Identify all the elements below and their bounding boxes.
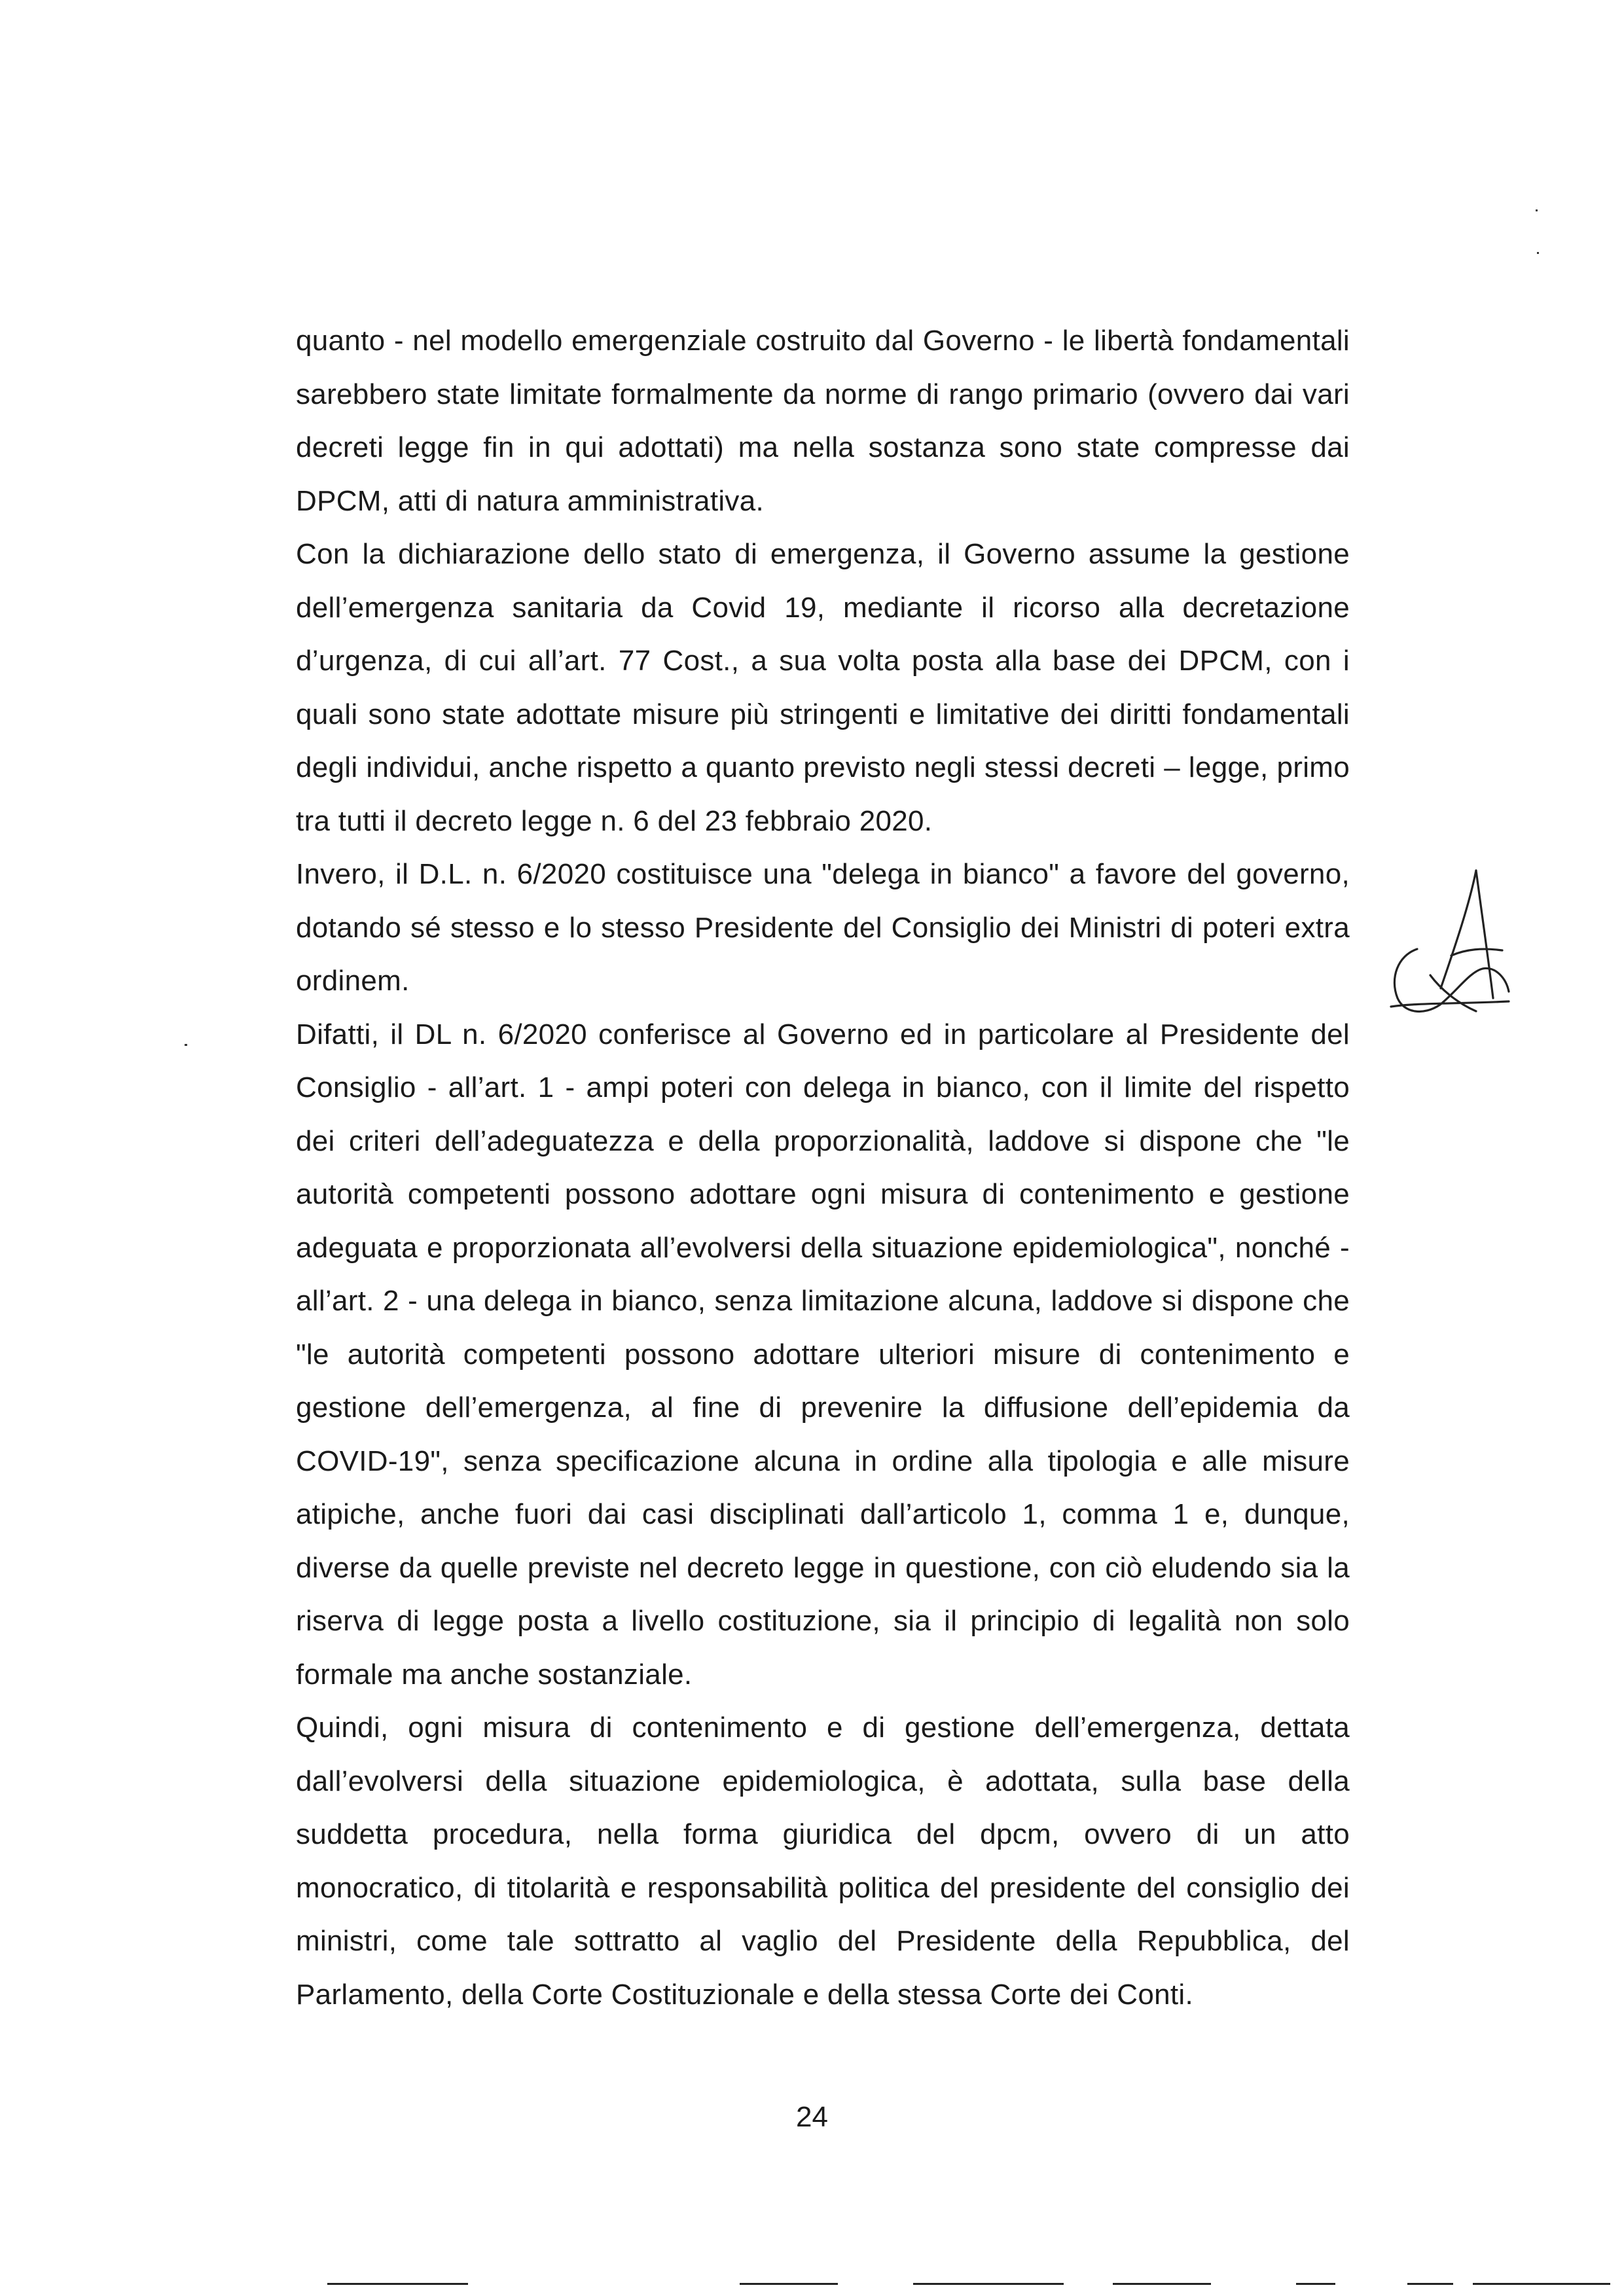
signature-mark [1378,857,1515,1028]
margin-dot-top [1536,209,1538,211]
document-body [296,314,1350,2021]
footer-scan-lines [0,2283,1624,2287]
paragraph-3: Invero, il D.L. n. 6/2020 costituisce una "delega in bianco" a favore del governo, dotando sé stesso e lo stesso Presidente del Consiglio dei Ministri di poteri extra ordinem. [296,858,1350,997]
paragraph-2: Con la dichiarazione dello stato di emergenza, il Governo assume la gestione dell’emergenza sanitaria da Covid 19, mediante il ricorso alla decretazione d’urgenza, di cui all’art. 77 Cost., a sua volta posta alla base dei DPCM, con i quali sono state adottate misure più stringenti e limitative dei diritti fondamentali degli individui, anche rispetto a quanto previsto negli stessi decreti – legge, primo tra tutti il decreto legge n. 6 del 23 febbraio 2020. [296,538,1350,837]
page-number: 24 [796,2101,828,2133]
paragraph-4: Difatti, il DL n. 6/2020 conferisce al Governo ed in particolare al Presidente del Consiglio - all’art. 1 - ampi poteri con delega in bianco, con il limite del rispetto dei criteri dell’adeguatezza e della proporzionalità, laddove si dispone che "le autorità competenti possono adottare ogni misura di contenimento e gestione adeguata e proporzionata all’evolversi della situazione epidemiologica", nonché - all’art. 2 - una delega in bianco, senza limitazione alcuna, laddove si dispone che "le autorità competenti possono adottare ulteriori misure di contenimento e gestione dell’emergenza, al fine di prevenire la diffusione dell’epidemia da COVID-19", senza specificazione alcuna in ordine alla tipologia e alle misure atipiche, anche fuori dai casi disciplinati dall’articolo 1, comma 1 e, dunque, diverse da quelle previste nel decreto legge in questione, con ciò eludendo sia la riserva di legge posta a livello costituzione, sia il principio di legalità non solo formale ma anche sostanziale. [296,1018,1350,1691]
margin-dot-mid [1537,252,1539,254]
paragraph-5: Quindi, ogni misura di contenimento e di gestione dell’emergenza, dettata dall’evolversi della situazione epidemiologica, è adottata, sulla base della suddetta procedura, nella forma giuridica del dpcm, ovvero di un atto monocratico, di titolarità e responsabilità politica del presidente del consiglio dei ministri, come tale sottratto al vaglio del Presidente della Repubblica, del Parlamento, della Corte Costituzionale e della stessa Corte dei Conti. [296,1712,1350,2011]
paragraph-1: quanto - nel modello emergenziale costruito dal Governo - le libertà fondamentali sarebbero state limitate formalmente da norme di rango primario (ovvero dai vari decreti legge fin in qui adottati) ma nella sostanza sono state compresse dai DPCM, atti di natura amministrativa. [296,325,1350,517]
margin-dot-left [185,1044,187,1046]
